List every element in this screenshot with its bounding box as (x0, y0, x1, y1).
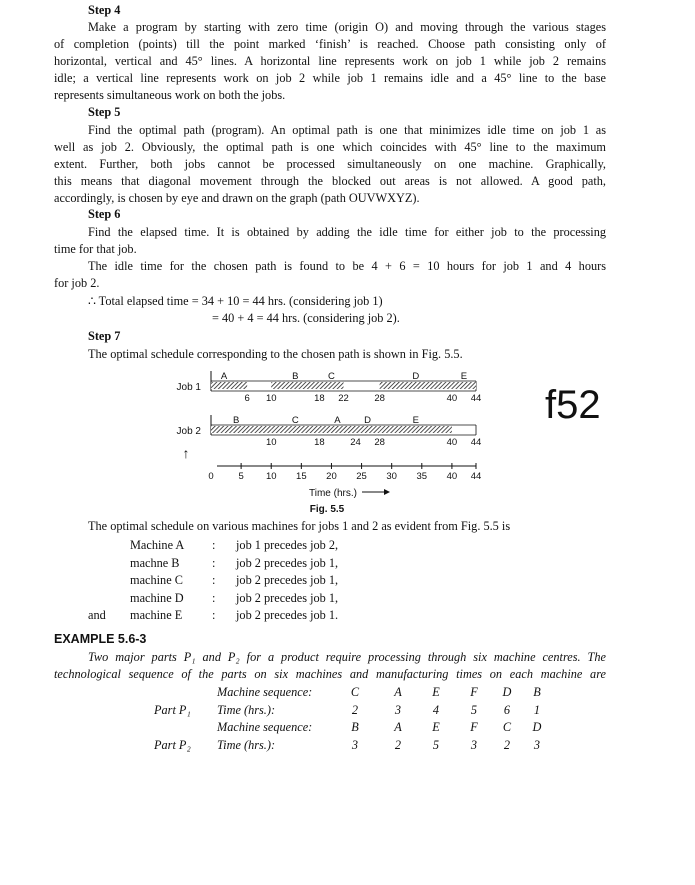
machine-row-machine: machine D (130, 590, 184, 605)
example-cell: C (502, 720, 512, 735)
job2-bar-C (271, 426, 319, 433)
example-cell: 3 (470, 737, 478, 752)
job1-bar-B (271, 382, 319, 389)
example-cell: B (533, 685, 541, 699)
example-part-label: Part P₁ (154, 702, 191, 717)
x-tick-label-15: 15 (296, 471, 307, 482)
machine-row-order: job 1 precedes job 2, (236, 538, 339, 552)
job2-bar-D (356, 426, 380, 433)
job1-boundary-44: 44 (470, 393, 482, 404)
example-cell: 5 (432, 737, 440, 752)
example-cell: 1 (533, 702, 541, 717)
job1-bar-D (380, 382, 452, 389)
job2-boundary-18: 18 (314, 437, 325, 448)
example-cell: E (432, 685, 440, 699)
step6-line-3: The idle time for the chosen path is found to be 4 + 6 = 10 hours for job 1 and 4 hours (88, 259, 606, 273)
x-tick-label-35: 35 (416, 471, 428, 482)
job2-bar-A (319, 426, 355, 433)
example-cell: D (532, 720, 542, 735)
example-cell: 6 (503, 702, 511, 717)
machine-row-sep: : (212, 573, 216, 588)
example-cell: 3 (351, 737, 359, 752)
job2-machine-C: C (291, 415, 299, 426)
example-cell: A (394, 720, 402, 735)
example-cell: C (350, 685, 360, 699)
step6-calc-2: = 40 + 4 = 44 hrs. (considering job 2). (212, 311, 400, 325)
machine-row-sep: : (212, 538, 216, 552)
example-row-label: Time (hrs.): (217, 702, 276, 717)
job1-machine-B: B (292, 371, 299, 382)
step6-line-4: for job 2. (54, 276, 100, 290)
machine-row-machine: machne B (130, 555, 180, 570)
job2-machine-D: D (364, 415, 372, 426)
x-tick-label-25: 25 (356, 471, 367, 482)
job1-boundary-10: 10 (265, 393, 277, 404)
example-cell: 5 (470, 702, 478, 717)
x-tick-label-0: 0 (208, 471, 214, 482)
example-row-label: Machine sequence: (217, 685, 313, 699)
step4-line-2: of completion (points) till the point marked ‘finish’ is reached. Choose path consisting only of (54, 37, 606, 51)
job1-machine-A: A (220, 371, 228, 382)
job1-boundary-28: 28 (374, 393, 385, 404)
job2-boundary-44: 44 (470, 437, 482, 448)
example-cell: 2 (351, 702, 359, 717)
job2-bar-B (211, 426, 271, 433)
step6-line-1: Find the elapsed time. It is obtained by adding the idle time for either job to the processing (88, 225, 606, 239)
x-tick-label-10: 10 (265, 471, 277, 482)
job1-machine-E: E (460, 371, 468, 382)
x-tick-label-40: 40 (446, 471, 458, 482)
step6-calc-1: ∴ Total elapsed time = 34 + 10 = 44 hrs. (considering job 1) (88, 294, 383, 308)
example-cell: B (351, 720, 359, 735)
example-cell: A (394, 685, 402, 699)
step5-line-3: extent. Further, both jobs cannot be processed simultaneously on one machine. Graphically, (54, 157, 606, 171)
step4-line-1: Make a program by starting with zero time (origin O) and moving through the various stages (88, 20, 606, 34)
x-tick-label-5: 5 (238, 471, 244, 482)
job2-boundary-28: 28 (374, 437, 385, 448)
job1-machine-C: C (328, 371, 335, 382)
x-axis-arrow-head (384, 489, 390, 495)
example-row-label: Time (hrs.): (217, 737, 276, 752)
step7-line: The optimal schedule corresponding to the chosen path is shown in Fig. 5.5. (88, 347, 463, 361)
machine-row-machine: Machine A (130, 538, 185, 552)
job2-machine-E: E (412, 415, 419, 426)
example-cell: F (470, 720, 478, 735)
step5-line-5: accordingly, is chosen by eye and drawn on the graph (path OUVWXYZ). (54, 191, 420, 205)
step5-line-4: this means that diagonal movement through the blocked out areas is not allowed. A good path, (54, 174, 606, 188)
job2-bar-E (380, 426, 452, 433)
machine-row-prefix: and (88, 608, 106, 623)
example-cell: 2 (394, 737, 402, 752)
job1-label: Job 1 (176, 382, 201, 393)
example-line-1: Two major parts P₁ and P₂ for a product require processing through six machine centres. The (88, 650, 606, 664)
machine-row-sep: : (212, 555, 216, 570)
job2-machine-B: B (232, 415, 240, 426)
example-cell: F (470, 685, 478, 699)
example-cell: D (502, 685, 512, 699)
side-tag: f52 (545, 383, 601, 427)
step6-heading: Step 6 (88, 207, 121, 221)
job2-boundary-40: 40 (446, 437, 458, 448)
step7-heading: Step 7 (88, 329, 121, 343)
step4-line-5: represents simultaneous work on both the jobs. (54, 88, 286, 102)
example-part-label: Part P₂ (154, 737, 191, 752)
example-heading: EXAMPLE 5.6-3 (54, 632, 147, 646)
machine-row-order: job 2 precedes job 1. (236, 608, 339, 623)
job2-machine-A: A (334, 415, 341, 426)
step5-line-2: well as job 2. Obviously, the optimal path is one which coincides with 45° line to the maximum (54, 140, 606, 154)
machine-row-sep: : (212, 608, 216, 623)
job1-boundary-6: 6 (244, 393, 250, 404)
machine-row-order: job 2 precedes job 1, (236, 590, 339, 605)
step5-line-1: Find the optimal path (program). An optimal path is one that minimizes idle time on job 1 as (88, 123, 606, 137)
job1-boundary-40: 40 (446, 393, 458, 404)
job1-bar-C (319, 382, 343, 389)
figure-caption: Fig. 5.5 (309, 504, 345, 515)
step5-heading: Step 5 (88, 105, 121, 119)
example-row-label: Machine sequence: (217, 720, 313, 735)
job2-boundary-24: 24 (350, 437, 361, 448)
job1-boundary-22: 22 (338, 393, 349, 404)
job1-boundary-18: 18 (314, 393, 325, 404)
machine-row-order: job 2 precedes job 1, (236, 555, 339, 570)
job1-machine-D: D (412, 371, 420, 382)
step4-line-3: horizontal, vertical and 45° lines. A horizontal line represents work on job 1 while job 2 remains (54, 54, 606, 68)
example-line-2: technological sequence of the parts on six machines and manufacturing times on each machine are (54, 667, 606, 681)
step4-heading: Step 4 (88, 3, 121, 17)
example-cell: 3 (533, 737, 541, 752)
machine-row-machine: machine C (130, 573, 183, 588)
job2-boundary-10: 10 (265, 437, 277, 448)
example-cell: 4 (432, 702, 440, 717)
machine-row-sep: : (212, 590, 216, 605)
machine-row-order: job 2 precedes job 1, (236, 573, 339, 588)
job2-label: Job 2 (176, 426, 201, 437)
x-tick-label-44: 44 (470, 471, 482, 482)
example-cell: 3 (394, 702, 402, 717)
x-axis-label: Time (hrs.) (309, 488, 357, 499)
step6-line-2: time for that job. (54, 242, 137, 256)
job1-bar-A (211, 382, 247, 389)
step4-line-4: idle; a vertical line represents work on job 2 while job 1 remains idle and a 45° line to the base (54, 71, 606, 85)
job1-bar-E (452, 382, 476, 389)
example-cell: 2 (503, 737, 511, 752)
x-tick-label-20: 20 (326, 471, 337, 482)
x-tick-label-30: 30 (386, 471, 397, 482)
example-cell: E (432, 720, 440, 735)
job2-up-arrow: ↑ (182, 445, 190, 461)
conclusion-line: The optimal schedule on various machines for jobs 1 and 2 as evident from Fig. 5.5 is (88, 519, 511, 533)
machine-row-machine: machine E (130, 608, 183, 623)
